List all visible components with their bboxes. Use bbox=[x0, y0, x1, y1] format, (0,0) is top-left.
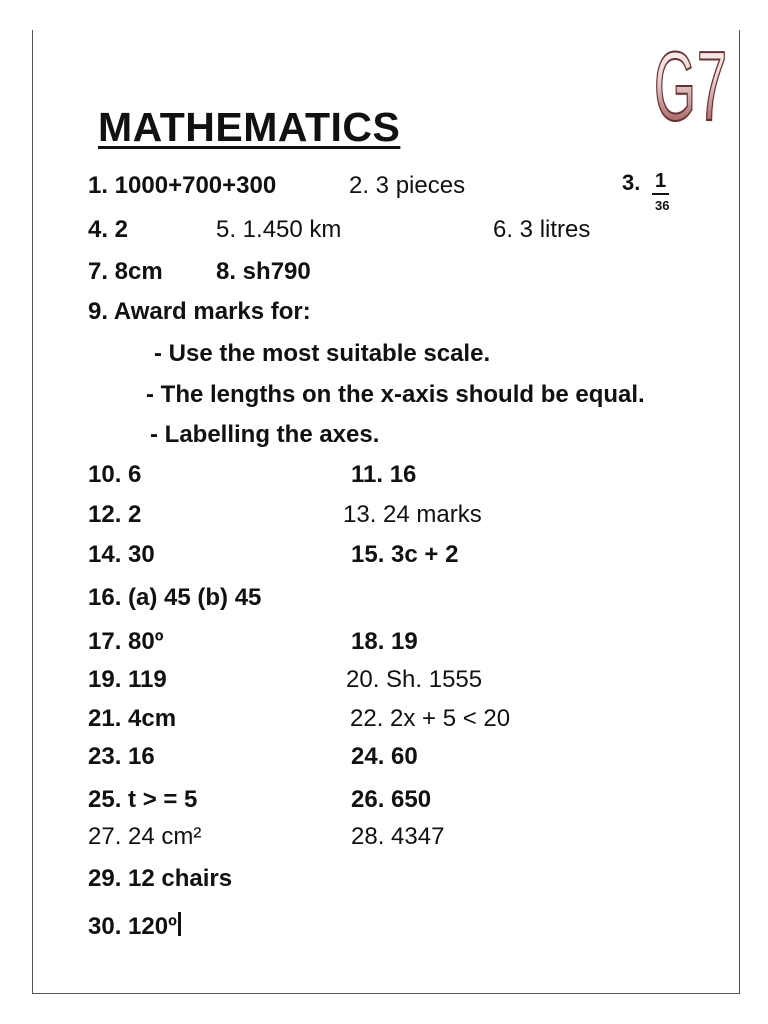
answer-9: 9. Award marks for: bbox=[88, 298, 311, 325]
answer-7: 7. 8cm bbox=[88, 258, 163, 285]
answer-5: 5. 1.450 km bbox=[216, 216, 342, 243]
answer-3-numerator: 1 bbox=[652, 170, 669, 195]
answer-24: 24. 60 bbox=[351, 743, 418, 770]
answer-25: 25. t > = 5 bbox=[88, 786, 198, 813]
answer-21: 21. 4cm bbox=[88, 705, 177, 732]
answer-9-point-3: - Labelling the axes. bbox=[150, 421, 380, 448]
answer-14: 14. 30 bbox=[88, 541, 155, 568]
answer-29: 29. 12 chairs bbox=[88, 865, 233, 892]
answer-9-point-2: - The lengths on the x-axis should be equal. bbox=[146, 381, 645, 408]
answer-4: 4. 2 bbox=[88, 216, 129, 243]
answer-2: 2. 3 pieces bbox=[349, 172, 466, 199]
page-title: MATHEMATICS bbox=[98, 104, 401, 150]
answer-17: 17. 80º bbox=[88, 628, 164, 655]
answer-22: 22. 2x + 5 < 20 bbox=[350, 705, 511, 732]
answer-28: 28. 4347 bbox=[351, 823, 445, 850]
answer-18: 18. 19 bbox=[351, 628, 418, 655]
answer-15: 15. 3c + 2 bbox=[351, 541, 459, 568]
answer-8: 8. sh790 bbox=[216, 258, 311, 285]
answer-20: 20. Sh. 1555 bbox=[346, 666, 483, 693]
answer-9-point-1: - Use the most suitable scale. bbox=[154, 340, 491, 367]
answer-26: 26. 650 bbox=[351, 786, 432, 813]
answer-23: 23. 16 bbox=[88, 743, 155, 770]
answer-3 bbox=[622, 170, 670, 213]
answer-1: 1. 1000+700+300 bbox=[88, 172, 277, 199]
answer-30-text: 30. 120º bbox=[88, 913, 177, 940]
answer-12: 12. 2 bbox=[88, 501, 142, 528]
answer-6: 6. 3 litres bbox=[493, 216, 591, 243]
answer-3-number: 3. bbox=[622, 170, 641, 195]
answer-27: 27. 24 cm² bbox=[88, 823, 202, 850]
answer-30 bbox=[88, 912, 181, 941]
answer-10: 10. 6 bbox=[88, 461, 142, 488]
grade-logo: G7 bbox=[654, 31, 729, 141]
answer-19: 19. 119 bbox=[88, 666, 167, 693]
answer-11: 11. 16 bbox=[351, 461, 417, 488]
text-cursor bbox=[178, 912, 181, 936]
answer-3-denominator: 36 bbox=[655, 198, 670, 213]
answer-13: 13. 24 marks bbox=[343, 501, 482, 528]
answer-16: 16. (a) 45 (b) 45 bbox=[88, 584, 262, 611]
